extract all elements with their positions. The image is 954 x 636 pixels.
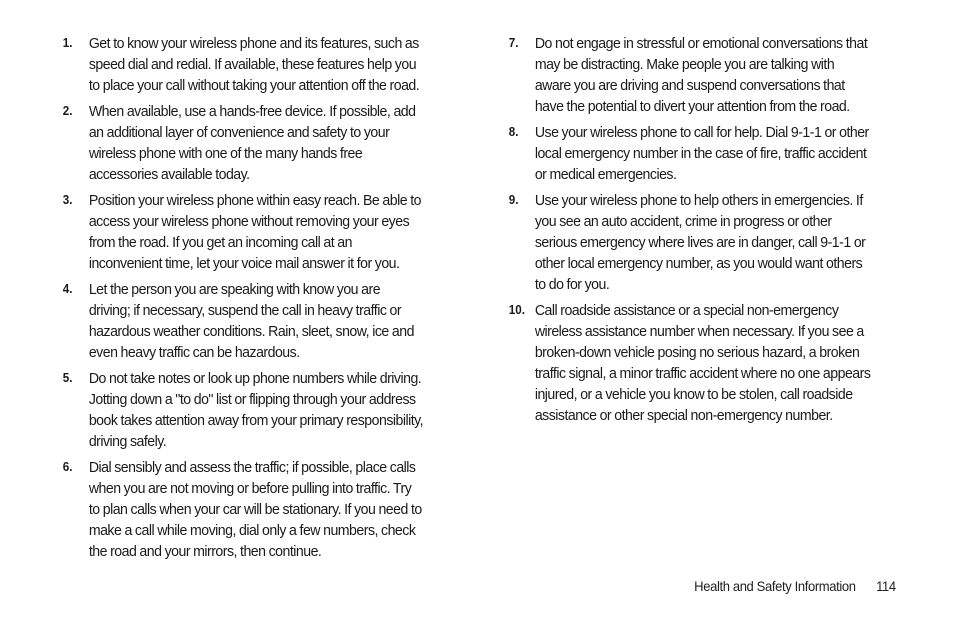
list-item [506,300,871,426]
left-column [60,33,452,567]
item-text: When available, use a hands-free device. If possible, add an additional layer of convenience and safety to your wireless phone with one of the many hands free accessories available today. [88,103,416,183]
list-item [60,368,425,452]
item-text: Do not take notes or look up phone numbers while driving. Jotting down a "to do" list or flipping through your address book takes attention away from your primary responsibility, driving safely. [88,370,424,450]
list-item [60,190,425,274]
item-text: Let the person you are speaking with know you are driving; if necessary, suspend the call in heavy traffic or hazardous weather conditions. Rain, sleet, snow, ice and even heavy traffic can be hazardous. [88,281,414,361]
item-text: Dial sensibly and assess the traffic; if possible, place calls when you are not moving or before pulling into traffic. Try to plan calls when your car will be stationary. If you need to make a call while moving, dial only a few numbers, check the road and your mirrors, then continue. [88,459,422,560]
item-text: Call roadside assistance or a special non-emergency wireless assistance number when necessary. If you see a broken-down vehicle posing no serious hazard, a broken traffic signal, a minor traffic accident where no one appears injured, or a vehicle you know to be stolen, call roadside assistance or other special non-emergency number. [534,302,871,424]
list-item [60,457,425,562]
list-item [60,279,425,363]
item-number: 8. [508,125,519,139]
item-number: 4. [62,282,73,296]
list-item [506,190,871,295]
item-number: 1. [62,36,73,50]
list-item [60,101,425,185]
item-number: 5. [62,371,73,385]
list-item [506,122,871,185]
list-item [506,33,871,117]
item-text: Position your wireless phone within easy reach. Be able to access your wireless phone without removing your eyes from the road. If you get an incoming call at an inconvenient time, let your voice mail answer it for you. [88,192,421,272]
footer-section-title: Health and Safety Information [694,578,856,594]
item-number: 9. [508,193,519,207]
page-footer [694,578,896,594]
item-text: Get to know your wireless phone and its features, such as speed dial and redial. If available, these features help you to place your call without taking your attention off the road. [88,35,420,94]
item-number: 7. [508,36,519,50]
right-column [506,33,898,431]
item-text: Do not engage in stressful or emotional conversations that may be distracting. Make people you are talking with aware you are driving and suspend conversations that have the potential to divert your attention from the road. [534,35,868,115]
list-item [60,33,425,96]
item-text: Use your wireless phone to help others in emergencies. If you see an auto accident, crime in progress or other serious emergency where lives are in danger, call 9-1-1 or other local emergency number, as you would want others to do for you. [534,192,866,293]
item-number: 2. [62,104,73,118]
item-number: 6. [62,460,73,474]
page-number: 114 [876,578,896,594]
item-text: Use your wireless phone to call for help. Dial 9-1-1 or other local emergency number in the case of fire, traffic accident or medical emergencies. [534,124,869,183]
item-number: 3. [62,193,73,207]
item-number: 10. [508,303,525,317]
